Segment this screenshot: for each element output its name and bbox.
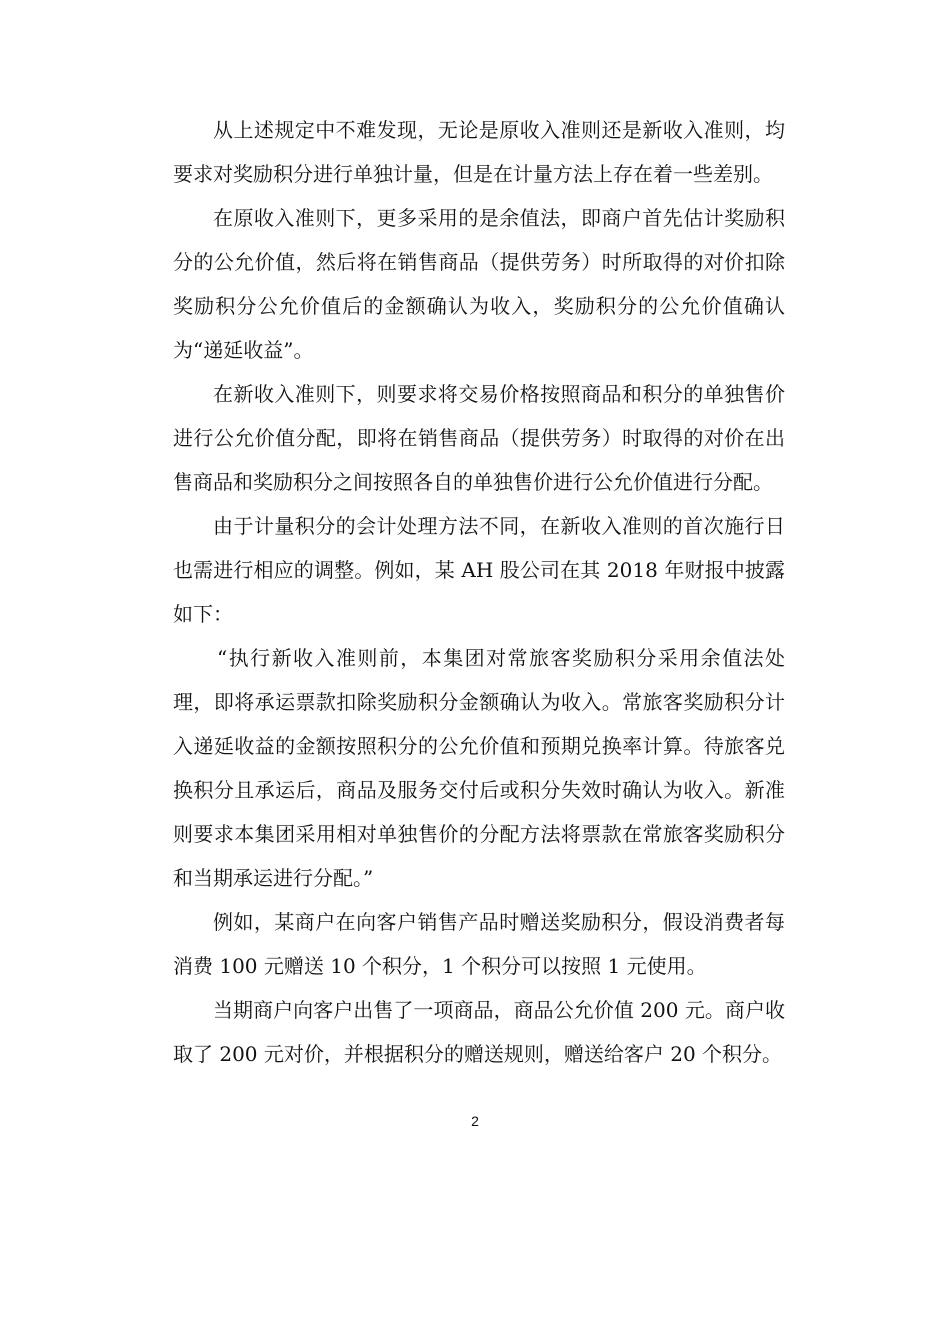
paragraph-3: 在新收入准则下，则要求将交易价格按照商品和积分的单独售价进行公允价值分配，即将在销售商品（提供劳务）时取得的对价在出售商品和奖励积分之间按照各自的单独售价进行公允价值进行分配。 xyxy=(173,382,785,494)
quoted-paragraph: “执行新收入准则前，本集团对常旅客奖励积分采用余值法处理，即将承运票款扣除奖励积分金额确认为收入。常旅客奖励积分计入递延收益的金额按照积分的公允价值和预期兑换率计算。待旅客兑换积分且承运后，商品及服务交付后或积分失效时确认为收入。新准则要求本集团采用相对单独售价的分配方法将票款在常旅客奖励积分和当期承运进行分配。” xyxy=(173,646,785,890)
paragraph-1: 从上述规定中不难发现，无论是原收入准则还是新收入准则，均要求对奖励积分进行单独计量，但是在计量方法上存在着一些差别。 xyxy=(173,118,785,186)
paragraph-4: 由于计量积分的会计处理方法不同，在新收入准则的首次施行日也需进行相应的调整。例如，某 AH 股公司在其 2018 年财报中披露如下： xyxy=(173,514,785,626)
paragraph-6: 例如，某商户在向客户销售产品时赠送奖励积分，假设消费者每消费 100 元赠送 10 个积分，1 个积分可以按照 1 元使用。 xyxy=(173,910,785,978)
paragraph-2: 在原收入准则下，更多采用的是余值法，即商户首先估计奖励积分的公允价值，然后将在销售商品（提供劳务）时所取得的对价扣除奖励积分公允价值后的金额确认为收入，奖励积分的公允价值确认为“递延收益”。 xyxy=(173,206,785,362)
paragraph-7: 当期商户向客户出售了一项商品，商品公允价值 200 元。商户收取了 200 元对价，并根据积分的赠送规则，赠送给客户 20 个积分。 xyxy=(173,998,785,1066)
page-number: 2 xyxy=(471,1113,479,1129)
document-body xyxy=(173,108,785,1076)
